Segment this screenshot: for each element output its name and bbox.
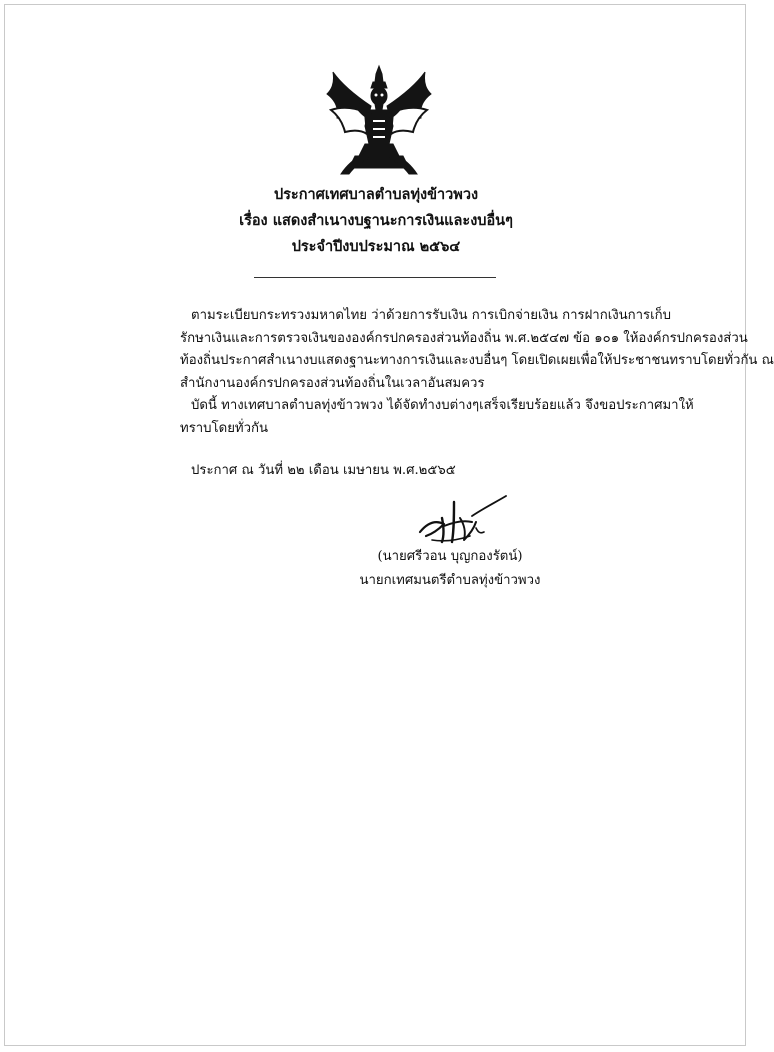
announcement-body bbox=[180, 305, 774, 440]
announcement-fiscal-year: ประจำปีงบประมาณ ๒๕๖๔ bbox=[291, 238, 461, 255]
header-divider bbox=[254, 277, 496, 278]
body-line: บัดนี้ ทางเทศบาลตำบลทุ่งข้าวพวง ได้จัดทำงบต่างๆเสร็จเรียบร้อยแล้ว จึงขอประกาศมาให้ bbox=[191, 398, 694, 413]
body-line: ท้องถิ่นประกาศสำเนางบแสดงฐานะทางการเงินและงบอื่นๆ โดยเปิดเผยเพื่อให้ประชาชนทราบโดยทั่วกัน ณ bbox=[180, 353, 774, 368]
body-line: ตามระเบียบกระทรวงมหาดไทย ว่าด้วยการรับเงิน การเบิกจ่ายเงิน การฝากเงินการเก็บ bbox=[191, 308, 671, 323]
body-line: ทราบโดยทั่วกัน bbox=[180, 420, 269, 436]
announcement-header bbox=[0, 182, 752, 260]
body-line: รักษาเงินและการตรวจเงินขององค์กรปกครองส่วนท้องถิ่น พ.ศ.๒๕๔๗ ข้อ ๑๐๑ ให้องค์กรปกครองส่วน bbox=[180, 330, 748, 346]
signatory-position: นายกเทศมนตรีตำบลทุ่งข้าวพวง bbox=[359, 573, 541, 588]
announcement-subject: เรื่อง แสดงสำเนางบฐานะการเงินและงบอื่นๆ bbox=[239, 212, 513, 229]
signatory-name: (นายศรีวอน บุญกองรัตน์) bbox=[377, 549, 523, 564]
announcement-date: ประกาศ ณ วันที่ ๒๒ เดือน เมษายน พ.ศ.๒๕๖๕ bbox=[191, 463, 456, 478]
garuda-emblem-icon bbox=[325, 64, 433, 176]
announcement-title: ประกาศเทศบาลตำบลทุ่งข้าวพวง bbox=[273, 186, 479, 203]
signatory-block bbox=[330, 545, 570, 593]
signature-icon bbox=[414, 492, 510, 550]
body-line: สำนักงานองค์กรปกครองส่วนท้องถิ่นในเวลาอันสมควร bbox=[180, 375, 485, 391]
